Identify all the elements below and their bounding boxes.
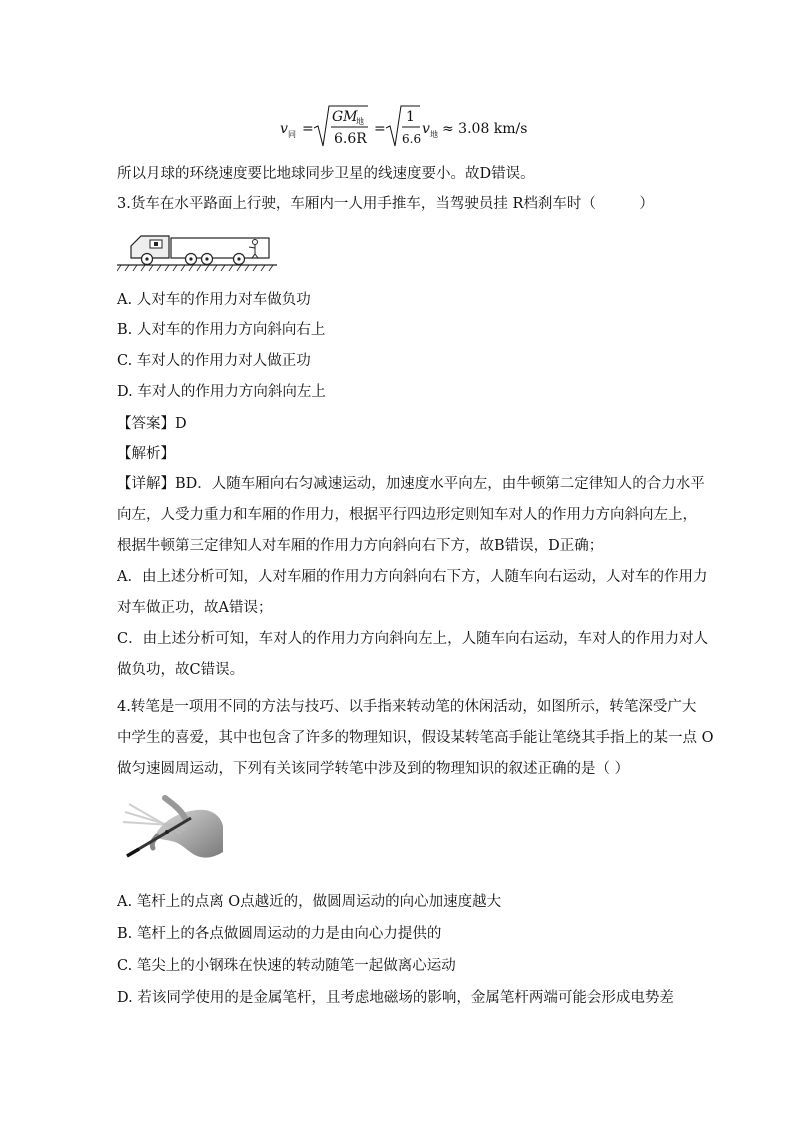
- q4-option-c: C. 笔尖上的小钢珠在快速的转动随笔一起做离心运动: [117, 958, 456, 974]
- q4-stem-line: 4.转笔是一项用不同的方法与技巧、以手指来转动笔的休闲活动，如图所示，转笔深受广大: [117, 699, 697, 715]
- formula-approx: ≈ 3.08 km/s: [442, 121, 528, 137]
- q3-detail-line: 对车做正功，故A错误；: [117, 600, 273, 616]
- velocity-formula: [280, 100, 540, 156]
- q3-detail-line: 向左，人受力重力和车厢的作用力，根据平行四边形定则知车对人的作用力方向斜向左上，: [117, 507, 697, 523]
- q3-analysis-heading: 【解析】: [117, 446, 175, 462]
- q3-detail-line: 【详解】BD．人随车厢向右匀减速运动，加速度水平向左，由牛顿第二定律知人的合力水平: [117, 476, 705, 492]
- formula-rhs-var: v: [422, 121, 430, 137]
- q4-stem-line: 中学生的喜爱，其中也包含了许多的物理知识，假设某转笔高手能让笔绕其手指上的某一点 O: [117, 730, 714, 746]
- q3-detail-line: 做负功，故C错误。: [117, 662, 245, 678]
- q3-detail-line: 根据牛顿第三定律知人对车厢的作用力方向斜向右下方，故B错误，D正确；: [117, 538, 604, 554]
- svg-text:=: =: [302, 121, 314, 137]
- formula-lhs-var: v: [280, 121, 288, 137]
- q3-option-b: B. 人对车的作用力方向斜向右上: [117, 322, 326, 338]
- q2-conclusion: 所以月球的环绕速度要比地球同步卫星的线速度要小。故D错误。: [117, 166, 535, 182]
- q3-detail-line: C．由上述分析可知，车对人的作用力方向斜向左上，人随车向右运动，车对人的作用力对人: [117, 631, 709, 647]
- formula-lhs-sub: 同: [288, 130, 296, 139]
- formula-num1-main: GM: [332, 109, 358, 125]
- svg-text:=: =: [374, 121, 386, 137]
- q4-option-a: A. 笔杆上的点离 O点越近的，做圆周运动的向心加速度越大: [117, 894, 502, 910]
- pen-spinning-hand-figure: [117, 792, 223, 868]
- q3-option-c: C. 车对人的作用力对人做正功: [117, 353, 311, 369]
- formula-den2: 6.6: [402, 132, 422, 146]
- q3-option-a: A. 人对车的作用力对车做负功: [117, 292, 311, 308]
- truck-figure: [117, 228, 277, 272]
- formula-den1: 6.6R: [334, 131, 367, 147]
- formula-num2: 1: [406, 109, 415, 125]
- q3-option-d: D. 车对人的作用力方向斜向左上: [117, 384, 326, 400]
- q3-answer: 【答案】D: [117, 416, 187, 432]
- formula-num1-sub: 地: [356, 117, 364, 126]
- q4-option-d: D. 若该同学使用的是金属笔杆，且考虑地磁场的影响，金属笔杆两端可能会形成电势差: [117, 990, 674, 1006]
- q3-stem: 3.货车在水平路面上行驶，车厢内一人用手推车，当驾驶员挂 R档刹车时（ ）: [117, 196, 654, 212]
- q4-stem-line: 做匀速圆周运动，下列有关该同学转笔中涉及到的物理知识的叙述正确的是（ ）: [117, 761, 630, 777]
- formula-rhs-sub: 地: [430, 130, 438, 139]
- q4-option-b: B. 笔杆上的各点做圆周运动的力是由向心力提供的: [117, 926, 442, 942]
- q3-detail-line: A．由上述分析可知，人对车厢的作用力方向斜向右下方，人随车向右运动，人对车的作用力: [117, 569, 708, 585]
